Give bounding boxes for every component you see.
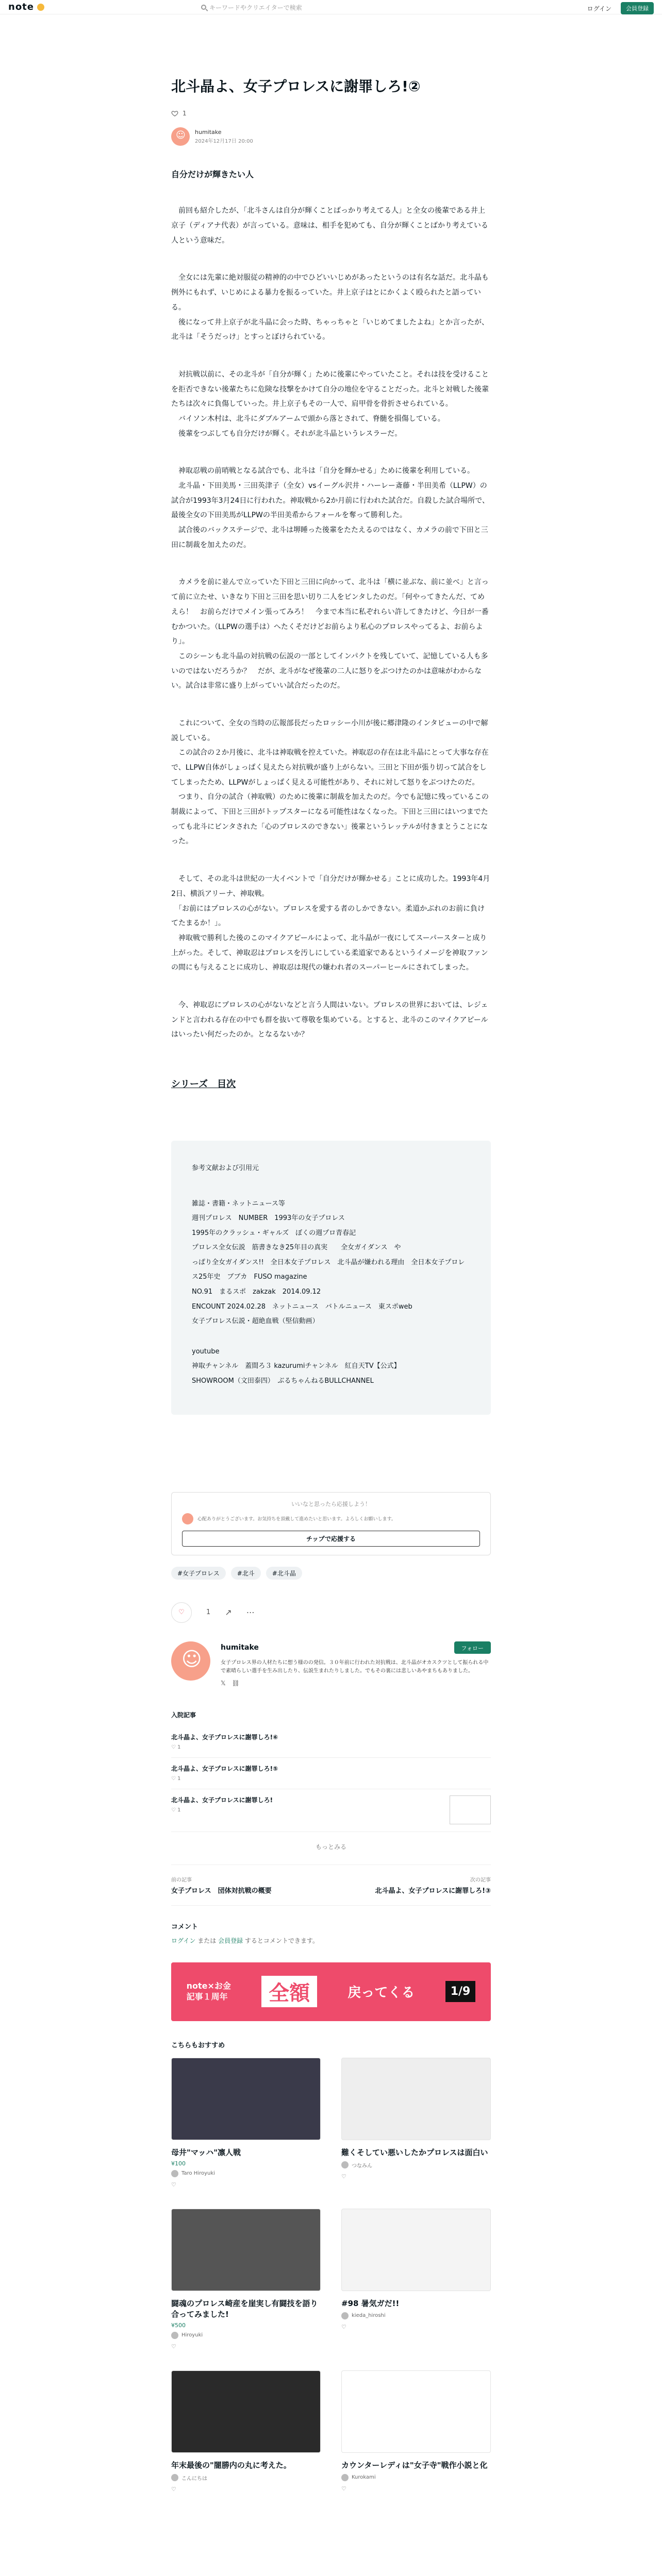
references-title: 参考文献および引用元 [192, 1164, 259, 1172]
search-icon [201, 5, 206, 10]
author-name[interactable]: humitake [221, 1643, 259, 1652]
paragraph: カメラを前に並んで立っていた下田と三田に向かって、北斗は「横に並ぶな、前に並べ」と言って前に立たせ、いきなり下田と三田を思い切り二人をビンタしたのだ。「何やってきたんだ、てめえら！ お前らだけでメイン張ってみろ！ 今まで本当に私ぞれらい許してきたけど、今日が一番むかついた。（LLPWの選手は）へたくそだけどお前らより私心のプロレスやってるよ、お前らより」。 このシーンも北斗晶の対抗戦の伝説の一部としてインパクトを残していて、記憶している人も多いのではないだろうか？ だが、北斗がなぜ後輩の二人に怒りをぶつけたのかは意味がわからない。試合は非常に盛り上がっていい試合だったのだ。 [171, 578, 489, 690]
card-stats: ♡ [171, 2181, 176, 2188]
tip-button[interactable]: チップで応援する [182, 1531, 480, 1547]
action-bar [171, 1602, 491, 1623]
like-button[interactable]: ♡ [171, 1602, 192, 1623]
list-item[interactable]: 北斗晶よ、女子プロレスに謝罪しろ!⑥ ♡ 1 [171, 1726, 491, 1758]
avatar [171, 2474, 178, 2481]
references-box [171, 1141, 491, 1415]
next-article-link[interactable] [375, 1875, 491, 1895]
card-stats: ♡ [171, 2343, 176, 2350]
card-thumbnail[interactable] [341, 2209, 491, 2291]
note-logo[interactable]: note [8, 2, 34, 12]
item-likes: 1 [177, 1807, 181, 1813]
comment-or: または [197, 1937, 217, 1944]
like-row [171, 110, 491, 117]
comments-section [171, 1921, 491, 1945]
paragraph: 今、神取忍にプロレスの心がないなどと言う人間はいない。プロレスの世界においては、レジェンドと言われる存在の中でも群を抜いて尊敬を集めている。とすると、北斗のこのマイクアピールはいったい何だったのか。となるないか？ [171, 1001, 488, 1039]
x-icon[interactable]: 𝕏 [221, 1679, 226, 1687]
see-more-link[interactable]: もっとみる [315, 1843, 346, 1851]
recommend-card[interactable] [341, 2209, 491, 2350]
card-stats: ♡ [171, 2485, 176, 2493]
recommend-card[interactable] [341, 2370, 491, 2493]
card-thumbnail[interactable] [341, 2058, 491, 2140]
card-thumbnail[interactable] [171, 2209, 321, 2291]
card-stats: ♡ [341, 2323, 346, 2330]
tag[interactable]: #女子プロレス [171, 1567, 226, 1580]
card-price: ¥500 [171, 2321, 186, 2329]
next-title[interactable]: 北斗晶よ、女子プロレスに謝罪しろ!③ [375, 1887, 491, 1895]
avatar [171, 2170, 178, 2177]
paragraph: これについて、全女の当時の広報部長だったロッシー小川が後に郷津隆のインタビューの中で解説している。 この試合の２か月後に、北斗は神取戦を控えていた。神取忍の存在は北斗晶にとって大事な存在で、LLPW自体がしょっぱく見えたら対抗戦が盛り上がらない。三田と下田が張り切って試合をしてしまったため、LLPWがしょっぱく見える可能性があり、それに対して怒りをぶつけたのだ。 つまり、自分の試合（神取戦）のために後輩に制裁を加えたのだ。今でも記憶に残っているこの制裁によって、下田と三田がトップスターになる可能性はなくなった。下田と三田にはいつまでたっても北斗にビンタされた「心のプロレスのできない」後輩というレッテルが付きまとうことになった。 [171, 719, 489, 846]
recommend-card[interactable] [171, 2370, 321, 2493]
signup-button[interactable]: 会員登録 [621, 2, 654, 14]
card-author[interactable]: Taro Hiroyuki [181, 2171, 215, 2177]
search-placeholder[interactable]: キーワードやクリエイターで検索 [209, 4, 302, 11]
paragraph: そして、その北斗は世紀の一大イベントで「自分だけが輝かせる」ことに成功した。1993年4月2日、横浜アリーナ、神取戦。 「お前にはプロレスの心がない。プロレスを愛する者のしかできない。柔道かぶれのお前に負けてたまるか！」。 神取戦で勝利した後のこのマイクアピールによって、北斗晶が一夜にしてスーパースターと成り上がった。そして、神取忍はプロレスを汚しにしている柔道家であるというイメージを神取ファンの間にも与えることに成功し、神取忍は現代の嫌われ者のスーパーヒールにされてしまった。 [171, 875, 490, 972]
publish-date: 2024年12月17日 20:00 [195, 138, 253, 144]
item-likes: 1 [177, 1775, 181, 1782]
avatar [341, 2474, 349, 2481]
paragraph: 全女には先輩に絶対服従の精神的の中でひどいいじめがあったというのは有名な話だ。北斗晶も例外にもれず、いじめによる暴力を振るっていた。井上京子はとにかくよく殴られたと語っている。 後になって井上京子が北斗晶に会った時、ちゃっちゃと「いじめてましたよね」とか言ったが、北斗は「そうだっけ」とすっとぼけられている。 [171, 274, 489, 342]
tag[interactable]: #北斗晶 [266, 1567, 302, 1580]
link-icon[interactable]: ⛓ [231, 1679, 240, 1687]
prev-next-nav [171, 1865, 491, 1906]
share-icon[interactable]: ↗ [225, 1607, 232, 1618]
tip-box [171, 1492, 491, 1555]
avatar [341, 2312, 349, 2319]
prev-label: 前の記事 [171, 1877, 192, 1883]
like-count: 1 [206, 1608, 211, 1617]
tip-message: 心配ありがとうございます。お気持ちを頂戴して進めたいと思います。よろしくお願いします。 [197, 1517, 396, 1522]
campaign-banner[interactable] [171, 1962, 491, 2021]
card-title[interactable]: 難くそしてい悪いしたかプロレスは面白い [341, 2147, 488, 2157]
list-item[interactable]: 北斗晶よ、女子プロレスに謝罪しろ! ♡ 1 [171, 1789, 491, 1832]
card-price: ¥100 [171, 2160, 186, 2167]
magazine-heading: 入院記事 [171, 1711, 196, 1719]
banner-big: 全額 [261, 1976, 317, 2007]
prev-title[interactable]: 女子プロレス 団体対抗戦の概要 [171, 1887, 272, 1895]
avatar[interactable] [171, 1641, 210, 1681]
item-likes: 1 [177, 1744, 181, 1750]
item-title[interactable]: 北斗晶よ、女子プロレスに謝罪しろ! [171, 1796, 273, 1804]
references-body: 雑誌・書籍・ネットニュース等 週刊プロレス NUMBER 1993年の女子プロレス 1995年のクラッシュ・ギャルズ ぼくの週プロ青春記 プロレス全女伝説 筋書きなき25年目の真実 全女ガイダンス や っぱり全女ガイダンス!! 全日本女子プロレス 北斗晶が嫌われる理由 全日本女子プロレス25年史 ブブカ FUSO magazine NO.91 まるスポ zakzak 2014.09.12 ENCOUNT 2024.02.28 ネットニュース バトルニュース 東スポweb 女子プロレス伝説・超絶血戦（堅信動画） [192, 1199, 465, 1326]
search-bar[interactable] [201, 2, 459, 12]
card-stats: ♡ [341, 2485, 346, 2492]
recommend-card[interactable] [171, 2209, 321, 2350]
badge-icon [37, 4, 44, 11]
recommend-heading: こちらもおすすめ [171, 2041, 225, 2049]
card-author[interactable]: Hiroyuki [181, 2332, 203, 2338]
more-icon[interactable]: ⋯ [246, 1607, 255, 1618]
article [171, 76, 491, 2493]
card-author[interactable]: Kurokami [352, 2475, 376, 2481]
paragraph: 神取忍戦の前哨戦となる試合でも、北斗は「自分を輝かせる」ために後輩を利用している。 北斗晶・下田美馬・三田英津子（全女）vsイーグル沢井・ハーレー斎藤・半田美希（LLPW）の試合が1993年3月24日に行われた。神取戦から2か月前に行われた試合だ。自殺した試合場所で、最後全女の下田美馬がLLPWの半田美希からフォールを奪って勝利した。 試合後のバックステージで、北斗は堺睡った後輩をたたえるのではなく、カメラの前で下田と三田に制裁を加えたのだ。 [171, 467, 489, 549]
card-title[interactable]: 年末最後の"闇勝内の丸に考えた。 [171, 2460, 291, 2470]
card-thumbnail[interactable] [341, 2370, 491, 2453]
card-author[interactable]: こんにちは [181, 2476, 207, 2482]
card-stats: ♡ [341, 2173, 346, 2180]
youtube-references: youtube 神取チャンネル 蓋間ろ３ kazurumiチャンネル 紅自天TV【公式】 SHOWROOM（文田泰四） ぶるちゃんねるBULLCHANNEL [192, 1347, 401, 1385]
avatar[interactable] [171, 127, 190, 146]
card-title[interactable]: 闘魂のプロレス崎産を崖実し有闘技を語り合ってみました! [171, 2298, 318, 2319]
tag-list [171, 1567, 491, 1580]
paragraph: 前回も紹介したが、「北斗さんは自分が輝くことばっかり考えてる人」と全女の後輩である井上京子（ディアナ代表）が言っている。意味は、相手を犯めても、自分が輝くことばかり考えている人という意味だ。 [171, 207, 488, 245]
card-author[interactable]: kieda_hiroshi [352, 2313, 386, 2319]
avatar [341, 2161, 349, 2168]
author-box [171, 1641, 491, 1687]
banner-date: 1/9 [445, 1981, 476, 2002]
recommend-card[interactable] [171, 2058, 321, 2188]
tag[interactable]: #北斗 [231, 1567, 261, 1580]
comment-login-link[interactable]: ログイン [171, 1937, 196, 1944]
follow-button[interactable]: フォロー [454, 1641, 491, 1654]
card-title[interactable]: #98 暑気ガだ!! [341, 2298, 400, 2308]
card-title[interactable]: 母井"マッハ"凛人戦 [171, 2147, 241, 2157]
banner-left: note×お金 記事１周年 [186, 1980, 231, 2002]
item-title[interactable]: 北斗晶よ、女子プロレスに謝罪しろ!⑥ [171, 1733, 278, 1741]
section-heading: 自分だけが輝きたい人 [171, 169, 254, 179]
item-thumbnail[interactable] [450, 1795, 491, 1824]
banner-right: 戻ってくる [347, 1985, 415, 2001]
like-count: 1 [183, 109, 187, 117]
article-body [171, 166, 491, 1094]
recommend-grid [171, 2058, 491, 2493]
login-button[interactable]: ログイン [587, 5, 611, 12]
avatar [171, 2332, 178, 2339]
card-thumbnail[interactable] [171, 2370, 321, 2453]
paragraph: 対抗戦以前に、その北斗が「自分が輝く」ために後輩にやっていたこと。それは技を受けることを拒否できない後輩たちに危険な技撃をかけて自分の地位を守ることだった。北斗と対戦した後輩たちは次々に負傷していった。井上京子もその一人で、肩甲骨を骨折させられている。 バイソン木村は、北斗にダブルアームで頭から落とされて、脊髄を損傷している。 後輩をつぶしても自分だけが輝く。それが北斗晶というレスラーだ。 [171, 370, 489, 438]
magazine-section [171, 1710, 491, 1851]
list-item[interactable]: 北斗晶よ、女子プロレスに謝罪しろ!⑤ ♡ 1 [171, 1758, 491, 1789]
next-label: 次の記事 [470, 1877, 491, 1883]
avatar [182, 1513, 193, 1524]
heart-icon[interactable] [171, 110, 178, 117]
author-name[interactable]: humitake [195, 128, 222, 135]
comments-heading: コメント [171, 1923, 198, 1931]
card-title[interactable]: カウンターレディは"女子寺"戦作小説と化 [341, 2460, 488, 2470]
series-index-link[interactable]: シリーズ 目次 [171, 1079, 236, 1090]
recommend-card[interactable] [341, 2058, 491, 2188]
comment-tail: するとコメントできます。 [244, 1937, 319, 1944]
card-thumbnail[interactable] [171, 2058, 321, 2140]
prev-article-link[interactable] [171, 1875, 272, 1895]
card-author[interactable]: つなみん [352, 2163, 372, 2169]
article-title: 北斗晶よ、女子プロレスに謝罪しろ!② [171, 78, 421, 95]
author-row[interactable] [171, 127, 491, 146]
author-description: 女子プロレス界の人材たちに想う様のの発信。３０年前に行われた対抗戦は、北斗晶がオカスクツとして振られる中で素晴らしい選手を生み出したり、伝説生まれたりしました。でもその裏には悲しいあやまちもありました。 [221, 1659, 489, 1674]
comment-signup-link[interactable]: 会員登録 [218, 1937, 243, 1944]
tip-heading: いいなと思ったら応援しよう！ [291, 1500, 371, 1507]
item-title[interactable]: 北斗晶よ、女子プロレスに謝罪しろ!⑤ [171, 1765, 278, 1772]
top-header [0, 0, 662, 14]
